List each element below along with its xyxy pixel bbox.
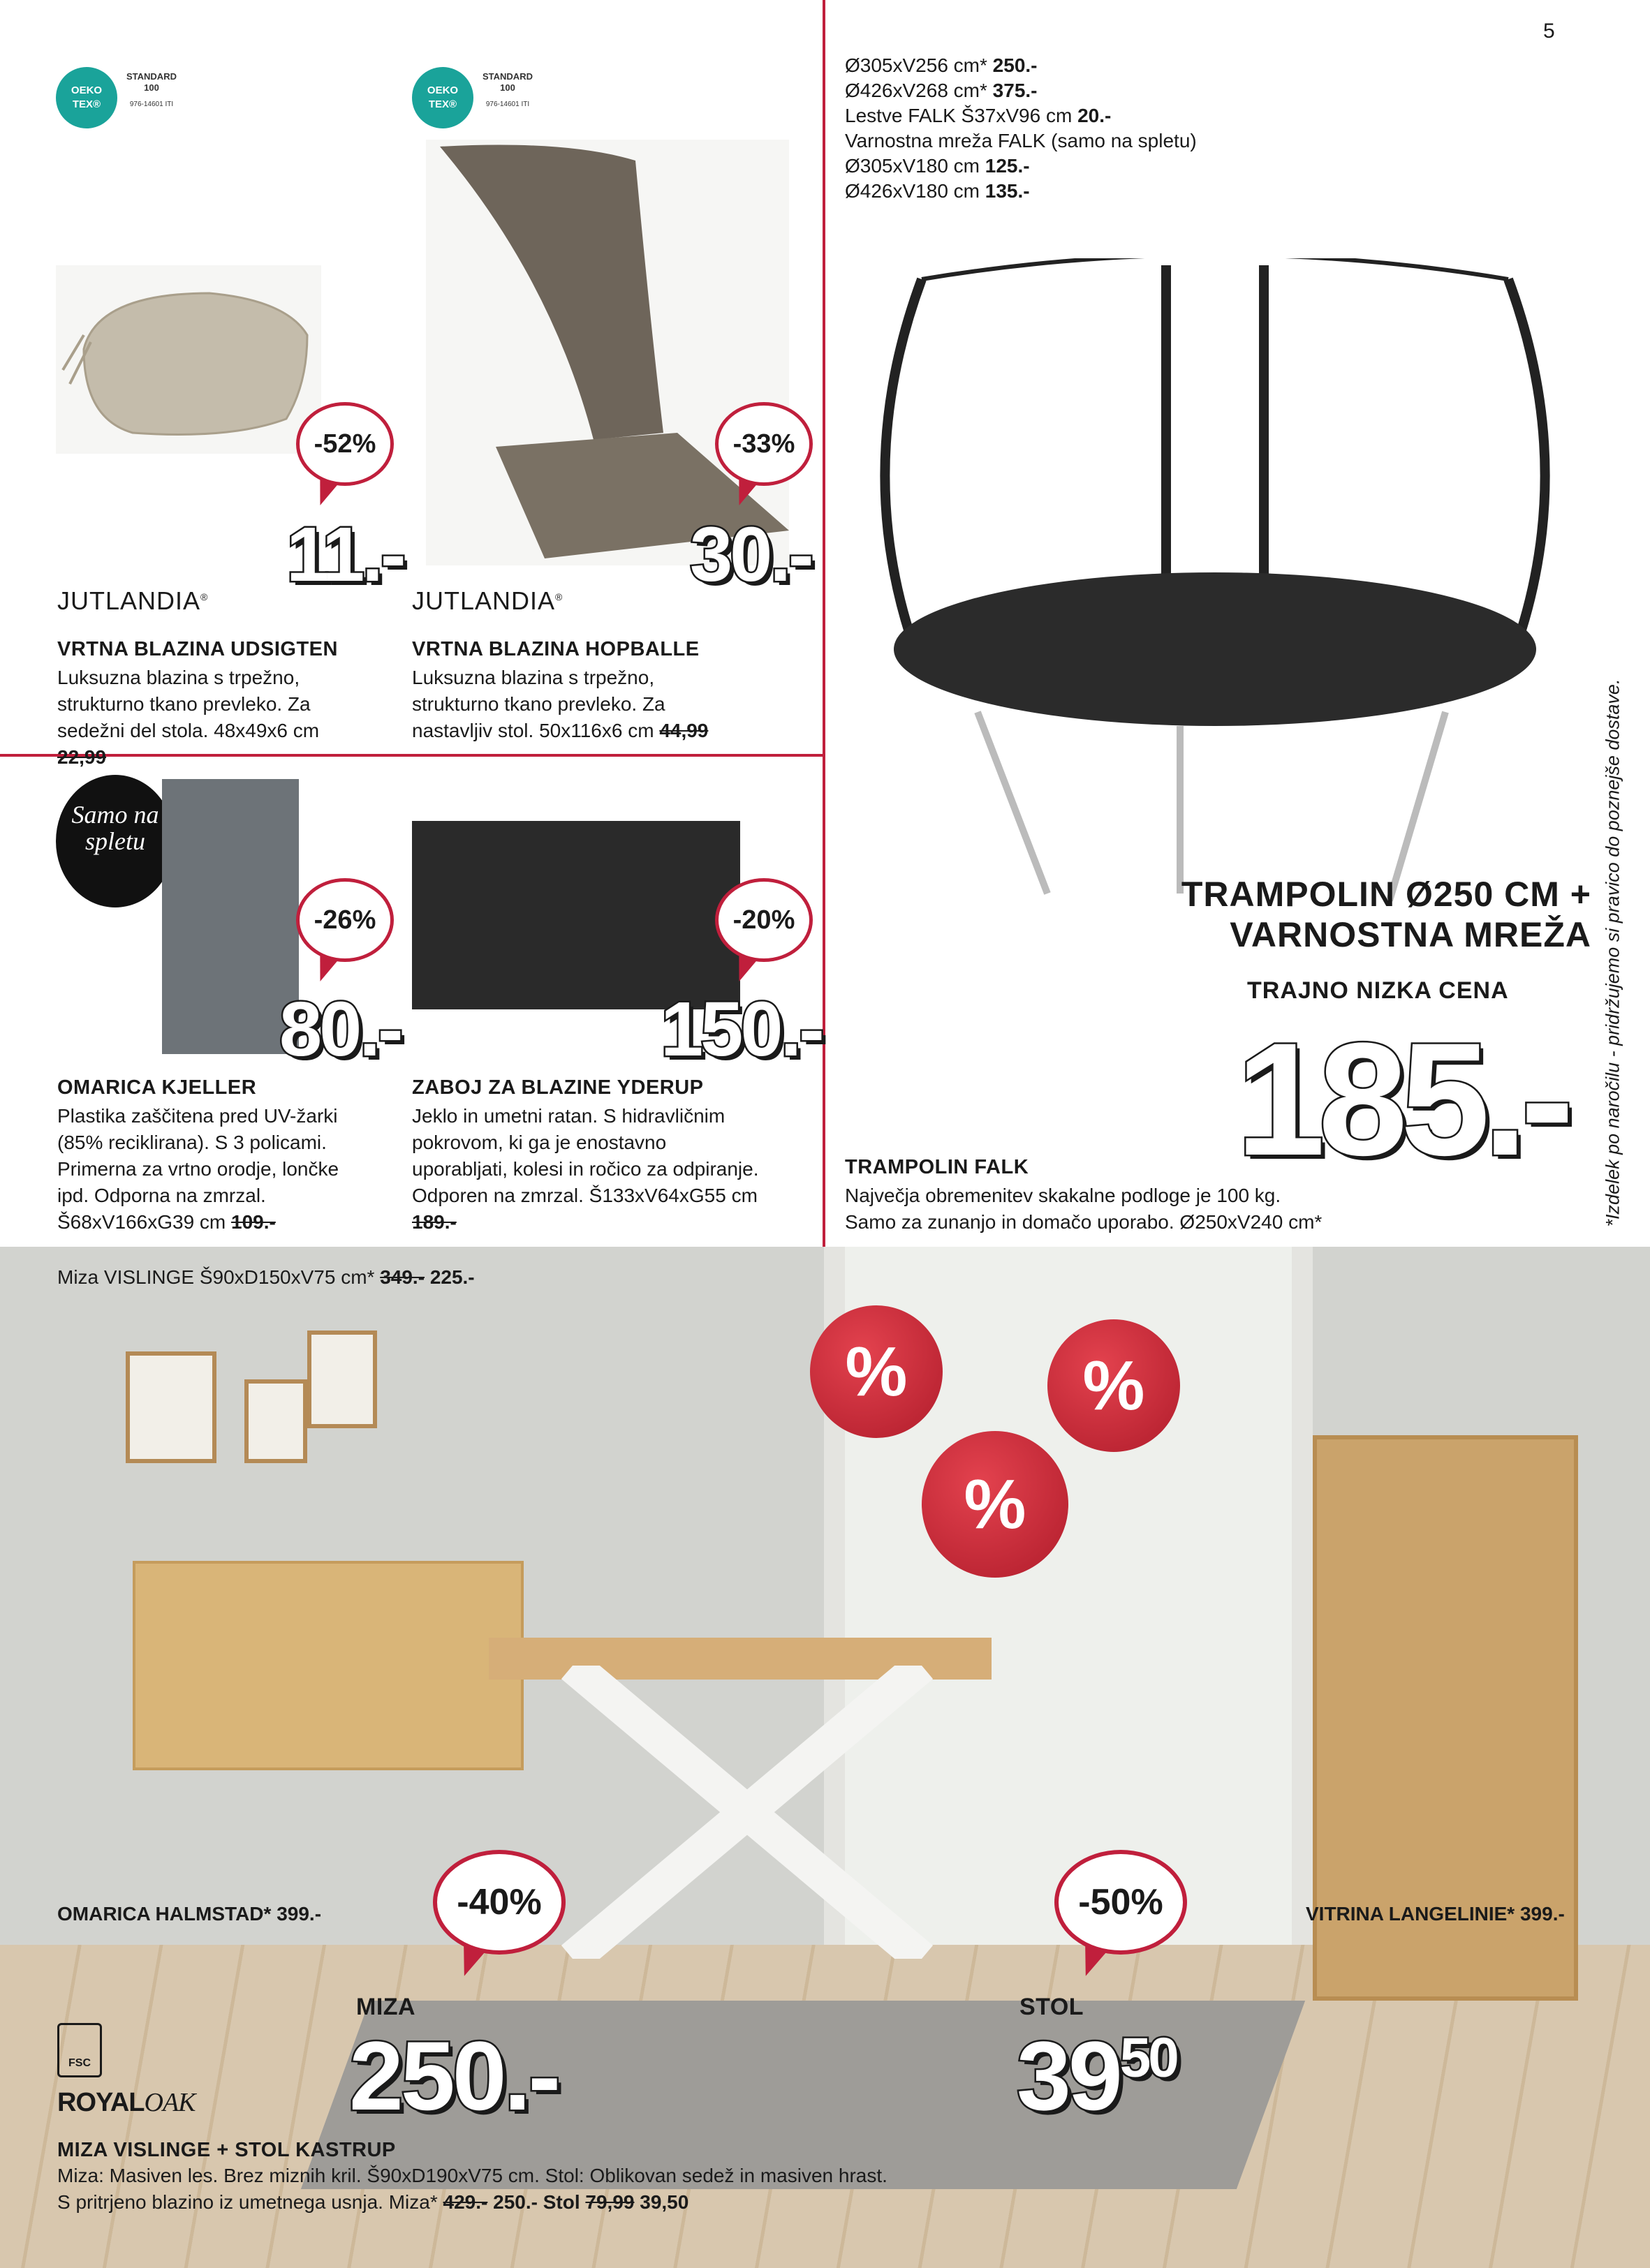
oeko-tex-badge [412, 67, 538, 137]
spec-price: 375.- [992, 80, 1038, 101]
price-cents: 50 [1119, 2026, 1177, 2089]
headline-line-1: TRAMPOLIN Ø250 CM + [1181, 875, 1591, 914]
desc-text: S pritrjeno blazino iz umetnega usnja. Miza* [57, 2191, 443, 2213]
wall-art-frame [126, 1351, 216, 1463]
trampoline-headline [1181, 874, 1591, 955]
oeko-standard: STANDARD 100 [126, 71, 177, 93]
desc-text: Luksuzna blazina s trpežno, strukturno tkano prevleko. Za sedežni del stola. 48x49x6 cm [57, 667, 320, 741]
table-legs [531, 1666, 964, 1959]
desc-text: 250.- Stol [487, 2191, 586, 2213]
desc-line-2 [57, 2189, 1524, 2216]
spec-line [845, 128, 1197, 154]
price-trampoline: 185.- [1236, 1009, 1568, 1189]
product-desc-yderup [412, 1103, 761, 1236]
oeko-code: 976-14601 ITI [485, 101, 530, 108]
discount-bubble-kjeller: -26% [296, 878, 394, 962]
oeko-tex-badge [56, 67, 182, 137]
footnote-text: *Izdelek po naročilu - pridržujemo si pravico do poznejše dostave. [1602, 679, 1623, 1227]
sideboard-halmstad [133, 1561, 524, 1770]
price-udsigten: 11.- [286, 512, 404, 598]
discount-bubble-table: -40% [433, 1850, 566, 1955]
brand-part: OAK [144, 2088, 196, 2117]
price-kjeller: 80.- [279, 986, 401, 1072]
desc-text: Plastika zaščitena pred UV-žarki (85% reciklirana). S 3 policami. Primerna za vrtno orodje, lončke ipd. Odporna na zmrzal. Š68xV166xG39 cm [57, 1105, 339, 1233]
label-text: VITRINA LANGELINIE* 399.- [1306, 1903, 1565, 1925]
spec-text: Ø305xV256 cm* [845, 54, 993, 76]
spec-text: Lestve FALK Š37xV96 cm [845, 105, 1078, 126]
headline-line-2: VARNOSTNA MREŽA [1230, 915, 1591, 954]
spec-line [845, 53, 1197, 78]
desc-text: Luksuzna blazina s trpežno, strukturno tkano prevleko. Za nastavljiv stol. 50x116x6 cm [412, 667, 665, 741]
percent-sale-tag: % [1047, 1319, 1180, 1452]
spec-line [845, 154, 1197, 179]
product-title-yderup: ZABOJ ZA BLAZINE YDERUP [412, 1076, 704, 1099]
price-yderup: 150.- [661, 986, 822, 1072]
discount-bubble-yderup: -20% [715, 878, 813, 962]
column-divider [823, 0, 825, 1247]
halmstad-label [57, 1903, 321, 1925]
product-title-udsigten: VRTNA BLAZINA UDSIGTEN [57, 638, 338, 660]
product-title-kjeller: OMARICA KJELLER [57, 1076, 257, 1099]
desc-text: Jeklo in umetni ratan. S hidravličnim pokrovom, ki ga je enostavno uporabljati, kolesi in ročico za odpiranje. Odporen na zmrzal. Š133xV64xG55 cm [412, 1105, 759, 1206]
brand-name: JUTLANDIA [412, 586, 556, 615]
langelinie-label [1306, 1903, 1565, 1925]
brand-name: JUTLANDIA [57, 586, 201, 615]
oeko-tex-logo: OEKO TEX® [412, 67, 473, 128]
note-text: Miza VISLINGE Š90xD150xV75 cm* [57, 1266, 381, 1288]
spec-price: 20.- [1077, 105, 1112, 126]
product-image-trampoline [859, 258, 1571, 914]
wall-art-frame [244, 1379, 307, 1463]
product-image-yderup-box [412, 821, 740, 1009]
old-price: 79,99 [585, 2191, 635, 2213]
price-table: 250.- [349, 2021, 559, 2130]
product-image-udsigten-cushion [56, 265, 321, 454]
set-title: MIZA VISLINGE + STOL KASTRUP [57, 2139, 396, 2161]
spec-line [845, 78, 1197, 103]
table-price-label: MIZA [356, 1994, 416, 2020]
old-price: 22,99 [57, 746, 107, 768]
product-image-kjeller-cabinet [162, 779, 299, 1054]
product-title-trampoline: TRAMPOLIN FALK [845, 1156, 1029, 1178]
spec-text: Varnostna mreža FALK (samo na spletu) [845, 130, 1197, 151]
old-price: 44,99 [659, 720, 709, 741]
brand-jutlandia-2: JUTLANDIA® [412, 586, 563, 615]
discount-bubble-hopballe: -33% [715, 402, 813, 486]
set-desc [57, 2163, 1524, 2216]
price-chair [1017, 2021, 1177, 2130]
online-only-badge: Samo na spletu [56, 775, 175, 907]
label-text: OMARICA HALMSTAD* 399.- [57, 1903, 322, 1925]
percent-sale-tag: % [810, 1305, 943, 1438]
spec-price: 135.- [985, 180, 1030, 202]
product-desc-hopballe [412, 665, 733, 744]
oeko-code: 976-14601 ITI [129, 101, 174, 108]
discount-bubble-udsigten: -52% [296, 402, 394, 486]
product-desc-kjeller [57, 1103, 364, 1236]
product-desc-trampoline [845, 1183, 1585, 1236]
desc-line-2: Samo za zunanjo in domačo uporabo. Ø250xV240 cm* [845, 1211, 1323, 1233]
spec-line [845, 179, 1197, 204]
spec-text: Ø426xV180 cm [845, 180, 985, 202]
new-price: 39,50 [634, 2191, 689, 2213]
permanent-low-price-label: TRAJNO NIZKA CENA [1247, 977, 1509, 1004]
new-price: 225.- [429, 1266, 475, 1288]
page-number: 5 [1543, 20, 1555, 43]
desc-line-1: Miza: Masiven les. Brez miznih kril. Š90xD190xV75 cm. Stol: Oblikovan sedež in masiven hrast. [57, 2165, 887, 2186]
order-footnote [1599, 663, 1627, 1243]
oeko-standard: STANDARD 100 [483, 71, 533, 93]
table-price-note [57, 1266, 475, 1289]
price-main: 39 [1017, 2021, 1120, 2130]
old-price: 349.- [380, 1266, 425, 1288]
old-price: 109.- [231, 1211, 276, 1233]
product-desc-udsigten [57, 665, 364, 771]
spec-price: 250.- [992, 54, 1038, 76]
spec-text: Ø305xV180 cm [845, 155, 985, 177]
spec-price: 125.- [985, 155, 1030, 177]
fsc-logo: FSC [57, 2023, 102, 2077]
spec-text: Ø426xV268 cm* [845, 80, 993, 101]
royal-oak-logo [57, 2087, 196, 2118]
wall-art-frame [307, 1331, 377, 1428]
old-price: 429.- [443, 2191, 488, 2213]
spec-line [845, 103, 1197, 128]
old-price: 189.- [412, 1211, 457, 1233]
price-hopballe: 30.- [690, 512, 811, 598]
chair-price-label: STOL [1019, 1994, 1084, 2020]
brand-part: ROYAL [57, 2088, 145, 2117]
desc-line-1: Največja obremenitev skakalne podloge je 100 kg. [845, 1185, 1281, 1206]
discount-bubble-chair: -50% [1054, 1850, 1187, 1955]
brand-jutlandia-1: JUTLANDIA® [57, 586, 209, 615]
oeko-tex-logo: OEKO TEX® [56, 67, 117, 128]
percent-sale-tag: % [922, 1431, 1068, 1578]
trampoline-spec-list [845, 53, 1197, 204]
product-title-hopballe: VRTNA BLAZINA HOPBALLE [412, 638, 700, 660]
